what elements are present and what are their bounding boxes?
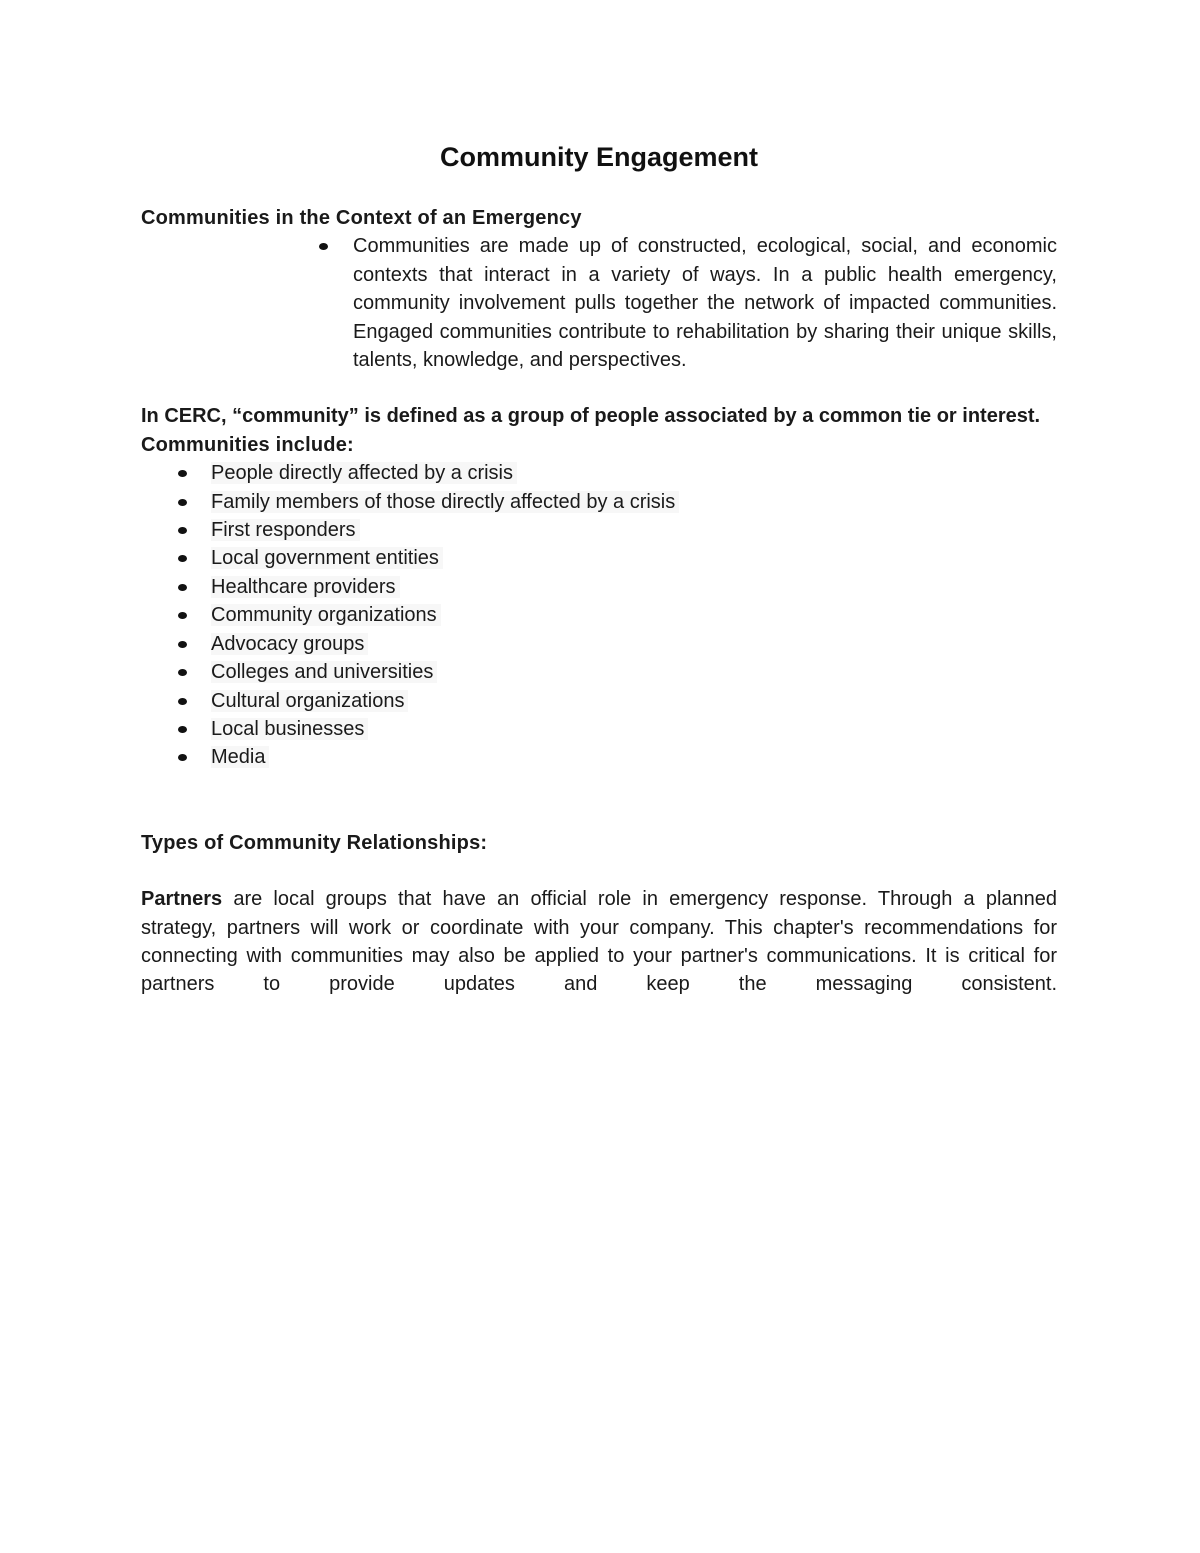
- bullet-icon: [178, 499, 187, 506]
- list-item: [170, 743, 1057, 771]
- list-item: [170, 715, 1057, 743]
- list-item: [311, 232, 1057, 374]
- context-bullet-text: Communities are made up of constructed, ecological, social, and economic contexts that interact in a variety of ways. In a public health emergency, community involvement pulls together the network of impacted communities. Engaged communities contribute to rehabilitation by sharing their unique skills, talents, knowledge, and perspectives.: [353, 235, 1057, 372]
- list-item-text: Colleges and universities: [211, 661, 437, 683]
- list-item-text: Local government entities: [211, 547, 443, 569]
- list-item-text: Media: [211, 746, 269, 768]
- list-item-text: Family members of those directly affected by a crisis: [211, 491, 679, 513]
- bullet-icon: [319, 243, 328, 250]
- bullet-icon: [178, 726, 187, 733]
- context-heading: Communities in the Context of an Emergency: [141, 207, 582, 229]
- list-item: [170, 459, 1057, 487]
- bullet-icon: [178, 669, 187, 676]
- document-body: [141, 138, 1057, 999]
- bullet-icon: [178, 641, 187, 648]
- paragraph-spacer: [141, 857, 1057, 885]
- bullet-icon: [178, 527, 187, 534]
- context-bullet-list: [311, 232, 1057, 374]
- list-item: [170, 544, 1057, 572]
- partners-term: Partners: [141, 888, 223, 911]
- list-item: [170, 601, 1057, 629]
- page-title: Community Engagement: [439, 142, 759, 172]
- bullet-icon: [178, 470, 187, 477]
- bullet-icon: [178, 584, 187, 591]
- list-item-text: Advocacy groups: [211, 633, 368, 655]
- bullet-icon: [178, 698, 187, 705]
- bullet-icon: [178, 754, 187, 761]
- list-item-text: People directly affected by a crisis: [211, 462, 517, 484]
- communities-include-heading: Communities include:: [141, 433, 354, 456]
- list-item-text: First responders: [211, 519, 360, 541]
- list-item: [170, 630, 1057, 658]
- list-item: [170, 658, 1057, 686]
- bullet-icon: [178, 612, 187, 619]
- paragraph-spacer: [141, 374, 1057, 402]
- list-item-text: Community organizations: [211, 604, 441, 626]
- communities-include-list: [170, 459, 1057, 771]
- list-item-text: Healthcare providers: [211, 576, 400, 598]
- list-item-text: Local businesses: [211, 718, 368, 740]
- section-spacer: [141, 772, 1057, 829]
- list-item: [170, 516, 1057, 544]
- list-item: [170, 573, 1057, 601]
- list-item: [170, 687, 1057, 715]
- partners-text: are local groups that have an official role in emergency response. Through a planned strategy, partners will work or coordinate with your company. This chapter's recommendations for connecting with communities may also be applied to your partner's communications. It is critical for partners to provide updates and keep the messaging consistent.: [141, 888, 1057, 996]
- partners-paragraph: [141, 885, 1057, 999]
- relationships-heading: Types of Community Relationships:: [141, 831, 488, 854]
- list-item: [170, 488, 1057, 516]
- list-item-text: Cultural organizations: [211, 690, 408, 712]
- community-definition: In CERC, “community” is defined as a group of people associated by a common tie or interest.: [141, 405, 1041, 428]
- bullet-icon: [178, 555, 187, 562]
